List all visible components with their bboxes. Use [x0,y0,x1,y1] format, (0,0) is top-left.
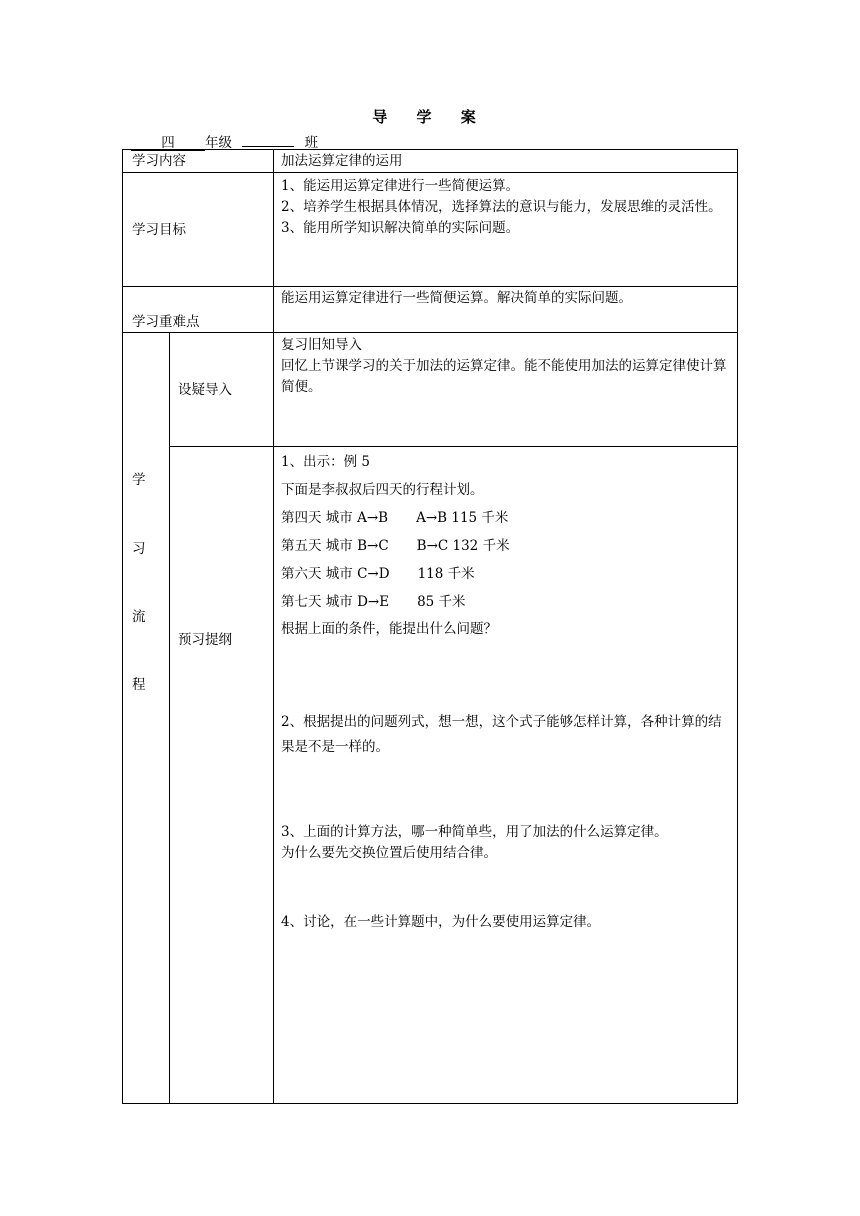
key-points-label: 学习重难点 [132,314,200,330]
trip-route: 城市 B→C [325,538,389,554]
trip-distance: 118 千米 [417,566,475,582]
content-value: 加法运算定律的运用 [281,153,403,169]
preview-label: 预习提纲 [178,632,232,648]
question-2: 2、根据提出的问题列式，想一想，这个式子能够怎样计算，各种计算的结果是不是一样的。 [281,714,722,755]
study-guide-table [122,149,738,1104]
class-label: 班 [304,135,319,151]
trip-distance: 85 千米 [417,594,466,610]
process-label-char: 流 [132,609,146,625]
goal-item: 3、能用所学知识解决简单的实际问题。 [281,220,520,236]
trip-row [281,592,466,613]
trip-day: 第四天 [281,510,322,526]
trip-route: 城市 D→E [325,594,390,610]
goal-item: 1、能运用运算定律进行一些简便运算。 [281,178,520,194]
intro-text: 回忆上节课学习的关于加法的运算定律。能不能使用加法的运算定律使计算简便。 [281,358,727,395]
trip-row [281,536,510,557]
goals-label: 学习目标 [132,222,186,238]
trip-row [281,564,475,585]
question-3a: 3、上面的计算方法，哪一种简单些，用了加法的什么运算定律。 [281,824,668,840]
content-label: 学习内容 [132,153,186,169]
trip-route: 城市 A→B [325,510,389,526]
question-1: 根据上面的条件，能提出什么问题？ [281,621,497,637]
row-divider [123,172,737,173]
process-label-char: 学 [132,472,146,488]
class-value-blank [242,146,294,147]
row-divider [169,446,737,447]
intro-content [281,335,733,398]
grade-value: 四 [131,136,205,151]
grade-class-line [131,131,318,151]
trip-route: 城市 C→D [325,566,390,582]
page-title: 导 学 案 [372,108,488,126]
column-divider [169,332,170,1103]
trip-distance: A→B 115 千米 [416,510,509,526]
question-3b: 为什么要先交换位置后使用结合律。 [281,845,497,861]
row-divider [123,332,737,333]
row-divider [123,286,737,287]
intro-heading: 复习旧知导入 [281,337,362,353]
key-points-value: 能运用运算定律进行一些简便运算。解决简单的实际问题。 [281,290,632,306]
intro-label: 设疑导入 [178,382,232,398]
example-desc: 下面是李叔叔后四天的行程计划。 [281,482,484,498]
process-label-char: 程 [132,677,146,693]
process-label-char: 习 [132,541,146,557]
question-4: 4、讨论，在一些计算题中，为什么要使用运算定律。 [281,914,601,930]
trip-day: 第七天 [281,594,322,610]
goals-list [281,176,733,239]
goal-item: 2、培养学生根据具体情况，选择算法的意识与能力，发展思维的灵活性。 [281,199,722,215]
question-3 [281,822,735,864]
grade-label: 年级 [205,135,232,151]
trip-day: 第六天 [281,566,322,582]
column-divider [273,150,274,1103]
trip-row [281,508,508,529]
example-title: 1、出示：例 5 [281,454,370,470]
trip-day: 第五天 [281,538,322,554]
trip-distance: B→C 132 千米 [416,538,510,554]
